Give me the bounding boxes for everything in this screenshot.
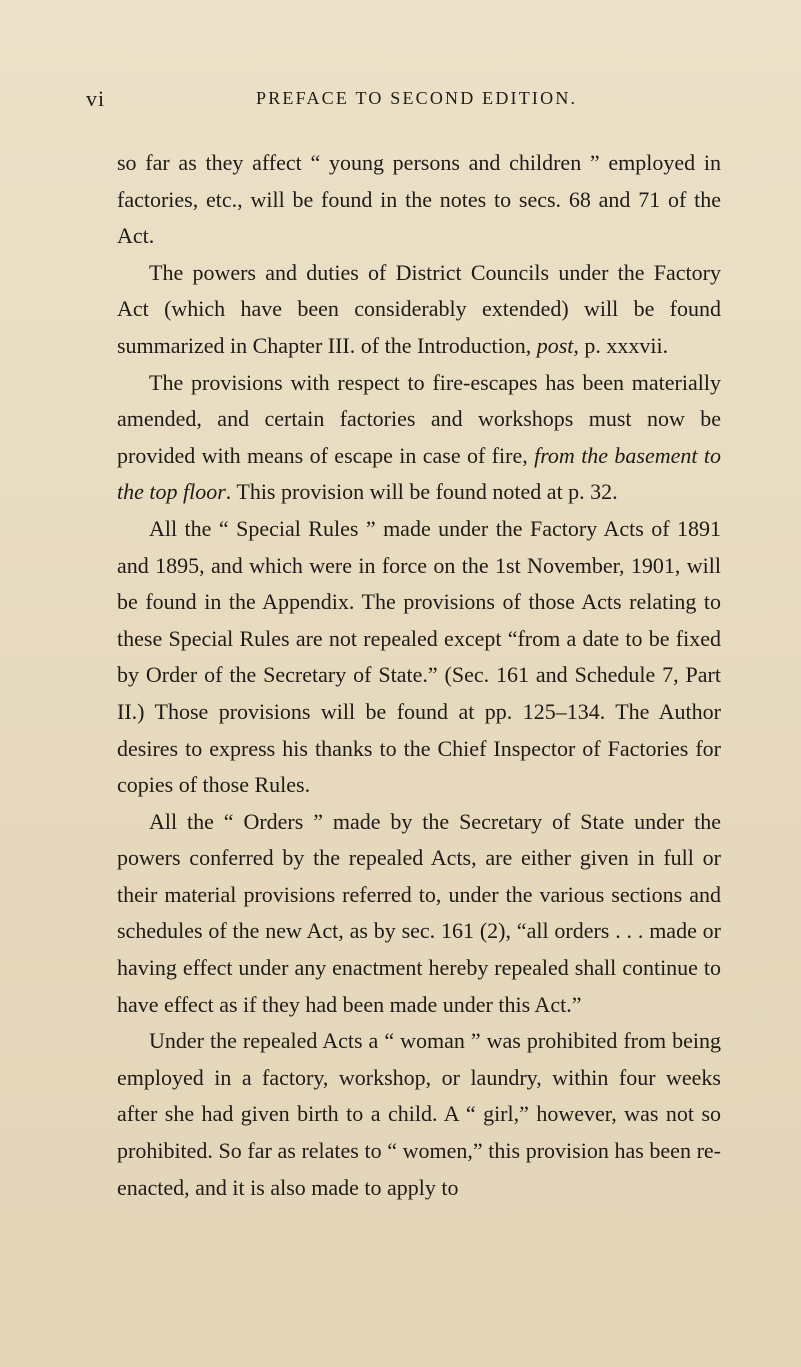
paragraph-text: . This provision will be found noted at p. 32. bbox=[225, 479, 618, 505]
paragraph bbox=[117, 145, 721, 255]
paragraph-text: All the “ Orders ” made by the Secretary of State under the powers conferred by the repealed Acts, are either given in full or their material provisions referred to, under the various sections and schedules of the new Act, as by sec. 161 (2), “all orders . . . made or having effect under any enactment hereby repealed shall continue to have effect as if they had been made under this Act.” bbox=[117, 808, 721, 1017]
paragraph bbox=[117, 1023, 721, 1206]
paragraph bbox=[117, 255, 721, 365]
page-header bbox=[86, 86, 726, 116]
paragraph bbox=[117, 365, 721, 511]
italic-text: post bbox=[536, 332, 574, 358]
italic-text: from the basement to the top floor bbox=[117, 442, 721, 505]
paragraph-text: , p. xxxvii. bbox=[573, 332, 669, 358]
paragraph-text: All the “ Special Rules ” made under the Factory Acts of 1891 and 1895, and which were in force on the 1st November, 1901, will be found in the Appendix. The provisions of those Acts relating to these Special Rules are not repealed except “from a date to be fixed by Order of the Secretary of State.” (Sec. 161 and Schedule 7, Part II.) Those provisions will be found at pp. 125–134. The Author desires to express his thanks to the Chief Inspector of Factories for copies of those Rules. bbox=[117, 515, 721, 798]
paragraph bbox=[117, 804, 721, 1024]
paragraph-text: The powers and duties of District Councils under the Factory Act (which have been considerably extended) will be found summarized in Chapter III. of the Introduction, bbox=[117, 259, 721, 358]
paragraph-text: Under the repealed Acts a “ woman ” was prohibited from being employed in a factory, workshop, or laundry, within four weeks after she had given birth to a child. A “ girl,” however, was not so prohibited. So far as relates to “ women,” this provision has been re-enacted, and it is also made to apply to bbox=[117, 1028, 721, 1200]
paragraph bbox=[117, 511, 721, 804]
paragraph-text: The provisions with respect to fire-escapes has been materially amended, and certain factories and workshops must now be provided with means of escape in case of fire, bbox=[117, 369, 721, 468]
body-text bbox=[117, 145, 721, 1206]
paragraph-text: so far as they affect “ young persons and children ” employed in factories, etc., will be found in the notes to secs. 68 and 71 of the Act. bbox=[117, 150, 721, 249]
page-number: vi bbox=[86, 86, 106, 111]
running-head: PREFACE TO SECOND EDITION. bbox=[256, 88, 578, 108]
